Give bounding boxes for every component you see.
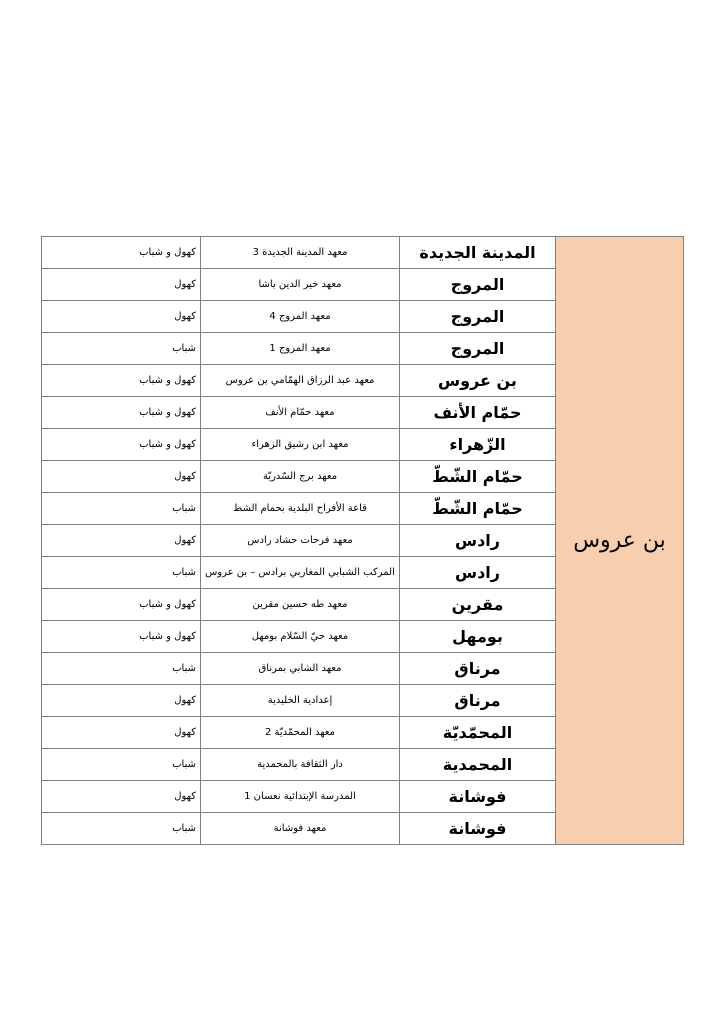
city-cell: مرناق xyxy=(400,653,556,685)
category-cell: كهول xyxy=(42,525,201,557)
city-cell: حمّام الأنف xyxy=(400,397,556,429)
category-cell: شباب xyxy=(42,749,201,781)
venue-cell: إعدادية الخليدية xyxy=(201,685,400,717)
venues-table-body xyxy=(42,237,684,845)
category-cell: كهول و شباب xyxy=(42,397,201,429)
governorate-cell: بن عروس xyxy=(556,237,684,845)
category-cell: كهول xyxy=(42,685,201,717)
category-cell: كهول xyxy=(42,781,201,813)
category-cell: شباب xyxy=(42,493,201,525)
venue-cell: معهد برج السّدريّة xyxy=(201,461,400,493)
venue-cell: معهد عبد الرزاق الهمّامي بن عروس xyxy=(201,365,400,397)
venue-cell: معهد ابن رشيق الزهراء xyxy=(201,429,400,461)
venue-cell: معهد حيّ السّلام بومهل xyxy=(201,621,400,653)
city-cell: مرناق xyxy=(400,685,556,717)
venue-cell: معهد فرحات حشاد رادس xyxy=(201,525,400,557)
venue-cell: قاعة الأفراح البلدية بحمام الشط xyxy=(201,493,400,525)
category-cell: كهول xyxy=(42,461,201,493)
city-cell: المروج xyxy=(400,333,556,365)
city-cell: بن عروس xyxy=(400,365,556,397)
venue-cell: معهد خير الدين باشا xyxy=(201,269,400,301)
venue-cell: المركب الشبابي المغاربي برادس – بن عروس xyxy=(201,557,400,589)
city-cell: المحمّديّة xyxy=(400,717,556,749)
city-cell: بومهل xyxy=(400,621,556,653)
venue-cell: معهد حمّام الأنف xyxy=(201,397,400,429)
venue-cell: المدرسة الإبتدائية نعسان 1 xyxy=(201,781,400,813)
venue-cell: معهد طه حسين مقرين xyxy=(201,589,400,621)
category-cell: كهول و شباب xyxy=(42,621,201,653)
venue-cell: معهد فوشانة xyxy=(201,813,400,845)
city-cell: حمّام الشّطّ xyxy=(400,461,556,493)
table-row xyxy=(42,237,684,269)
category-cell: كهول و شباب xyxy=(42,365,201,397)
venues-table xyxy=(41,236,684,845)
city-cell: المدينة الجديدة xyxy=(400,237,556,269)
category-cell: كهول و شباب xyxy=(42,589,201,621)
category-cell: شباب xyxy=(42,557,201,589)
category-cell: كهول xyxy=(42,269,201,301)
city-cell: المحمدية xyxy=(400,749,556,781)
city-cell: المروج xyxy=(400,269,556,301)
category-cell: شباب xyxy=(42,333,201,365)
city-cell: رادس xyxy=(400,557,556,589)
category-cell: شباب xyxy=(42,813,201,845)
city-cell: فوشانة xyxy=(400,813,556,845)
venue-cell: دار الثقافة بالمحمدية xyxy=(201,749,400,781)
category-cell: كهول xyxy=(42,717,201,749)
venue-cell: معهد المروج 4 xyxy=(201,301,400,333)
venue-cell: معهد المروج 1 xyxy=(201,333,400,365)
city-cell: مقرين xyxy=(400,589,556,621)
city-cell: المروج xyxy=(400,301,556,333)
venue-cell: معهد المحمّديّة 2 xyxy=(201,717,400,749)
city-cell: رادس xyxy=(400,525,556,557)
category-cell: كهول و شباب xyxy=(42,237,201,269)
category-cell: شباب xyxy=(42,653,201,685)
city-cell: الزّهراء xyxy=(400,429,556,461)
category-cell: كهول xyxy=(42,301,201,333)
category-cell: كهول و شباب xyxy=(42,429,201,461)
venue-cell: معهد الشابي بمرناق xyxy=(201,653,400,685)
city-cell: حمّام الشّطّ xyxy=(400,493,556,525)
city-cell: فوشانة xyxy=(400,781,556,813)
venue-cell: معهد المدينة الجديدة 3 xyxy=(201,237,400,269)
